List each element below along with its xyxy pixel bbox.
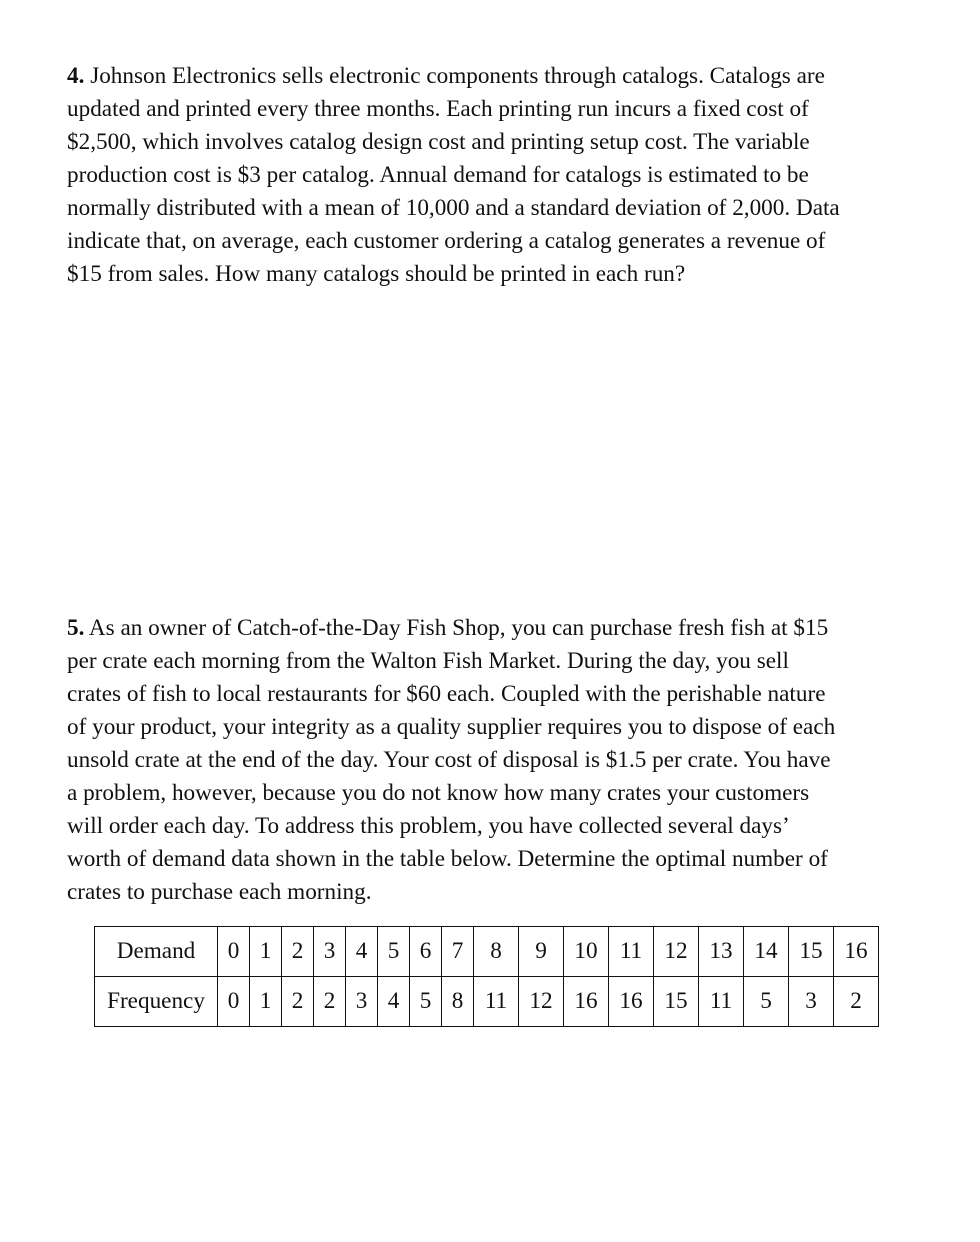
- frequency-cell: 5: [744, 977, 789, 1027]
- problem-4-line-1: [67, 60, 912, 93]
- frequency-row: [95, 977, 879, 1027]
- problem-5-line-1: [67, 612, 912, 645]
- demand-cell: 16: [834, 927, 879, 977]
- problem-4: [67, 60, 912, 291]
- frequency-cell: 5: [410, 977, 442, 1027]
- problem-4-line-2: updated and printed every three months. Each printing run incurs a fixed cost of: [67, 96, 809, 122]
- frequency-cell: 2: [314, 977, 346, 1027]
- frequency-cell: 4: [378, 977, 410, 1027]
- demand-cell: 11: [609, 927, 654, 977]
- demand-cell: 5: [378, 927, 410, 977]
- problem-5-line-3: crates of fish to local restaurants for $60 each. Coupled with the perishable nature: [67, 681, 826, 707]
- demand-cell: 4: [346, 927, 378, 977]
- demand-cell: 13: [699, 927, 744, 977]
- problem-4-line-3: $2,500, which involves catalog design cost and printing setup cost. The variable: [67, 129, 810, 155]
- problem-5-line-7: will order each day. To address this problem, you have collected several days’: [67, 813, 790, 839]
- frequency-cell: 11: [699, 977, 744, 1027]
- demand-cell: 9: [519, 927, 564, 977]
- problem-5-line-9: crates to purchase each morning.: [67, 879, 372, 905]
- demand-row-label: Demand: [95, 927, 218, 977]
- demand-cell: 14: [744, 927, 789, 977]
- problem-4-line-6: indicate that, on average, each customer ordering a catalog generates a revenue of: [67, 228, 826, 254]
- demand-cell: 10: [564, 927, 609, 977]
- problem-5-text: As an owner of Catch-of-the-Day Fish Shop, you can purchase fresh fish at $15: [88, 615, 829, 641]
- problem-5-line-6: a problem, however, because you do not know how many crates your customers: [67, 780, 810, 806]
- frequency-cell: 3: [789, 977, 834, 1027]
- frequency-cell: 16: [609, 977, 654, 1027]
- problem-5-line-4: of your product, your integrity as a quality supplier requires you to dispose of each: [67, 714, 836, 740]
- frequency-cell: 0: [218, 977, 250, 1027]
- problem-5-line-5: unsold crate at the end of the day. Your cost of disposal is $1.5 per crate. You have: [67, 747, 831, 773]
- problem-4-line-5: normally distributed with a mean of 10,000 and a standard deviation of 2,000. Data: [67, 195, 840, 221]
- frequency-cell: 11: [474, 977, 519, 1027]
- frequency-cell: 2: [282, 977, 314, 1027]
- frequency-cell: 2: [834, 977, 879, 1027]
- demand-cell: 7: [442, 927, 474, 977]
- demand-row: [95, 927, 879, 977]
- demand-cell: 2: [282, 927, 314, 977]
- demand-cell: 0: [218, 927, 250, 977]
- frequency-cell: 8: [442, 977, 474, 1027]
- problem-5-line-8: worth of demand data shown in the table below. Determine the optimal number of: [67, 846, 828, 872]
- problem-4-line-7: $15 from sales. How many catalogs should be printed in each run?: [67, 261, 686, 287]
- demand-cell: 6: [410, 927, 442, 977]
- problem-4-text: Johnson Electronics sells electronic components through catalogs. Catalogs are: [90, 63, 825, 89]
- problem-5-number: 5.: [67, 615, 85, 641]
- frequency-cell: 12: [519, 977, 564, 1027]
- demand-cell: 8: [474, 927, 519, 977]
- problem-4-line-4: production cost is $3 per catalog. Annual demand for catalogs is estimated to be: [67, 162, 809, 188]
- frequency-cell: 15: [654, 977, 699, 1027]
- demand-cell: 12: [654, 927, 699, 977]
- frequency-cell: 16: [564, 977, 609, 1027]
- problem-4-number: 4.: [67, 63, 85, 89]
- frequency-cell: 1: [250, 977, 282, 1027]
- demand-cell: 15: [789, 927, 834, 977]
- problem-5-line-2: per crate each morning from the Walton Fish Market. During the day, you sell: [67, 648, 789, 674]
- frequency-cell: 3: [346, 977, 378, 1027]
- demand-frequency-table: [94, 926, 879, 1027]
- problem-5: [67, 612, 912, 909]
- demand-cell: 1: [250, 927, 282, 977]
- demand-cell: 3: [314, 927, 346, 977]
- frequency-row-label: Frequency: [95, 977, 218, 1027]
